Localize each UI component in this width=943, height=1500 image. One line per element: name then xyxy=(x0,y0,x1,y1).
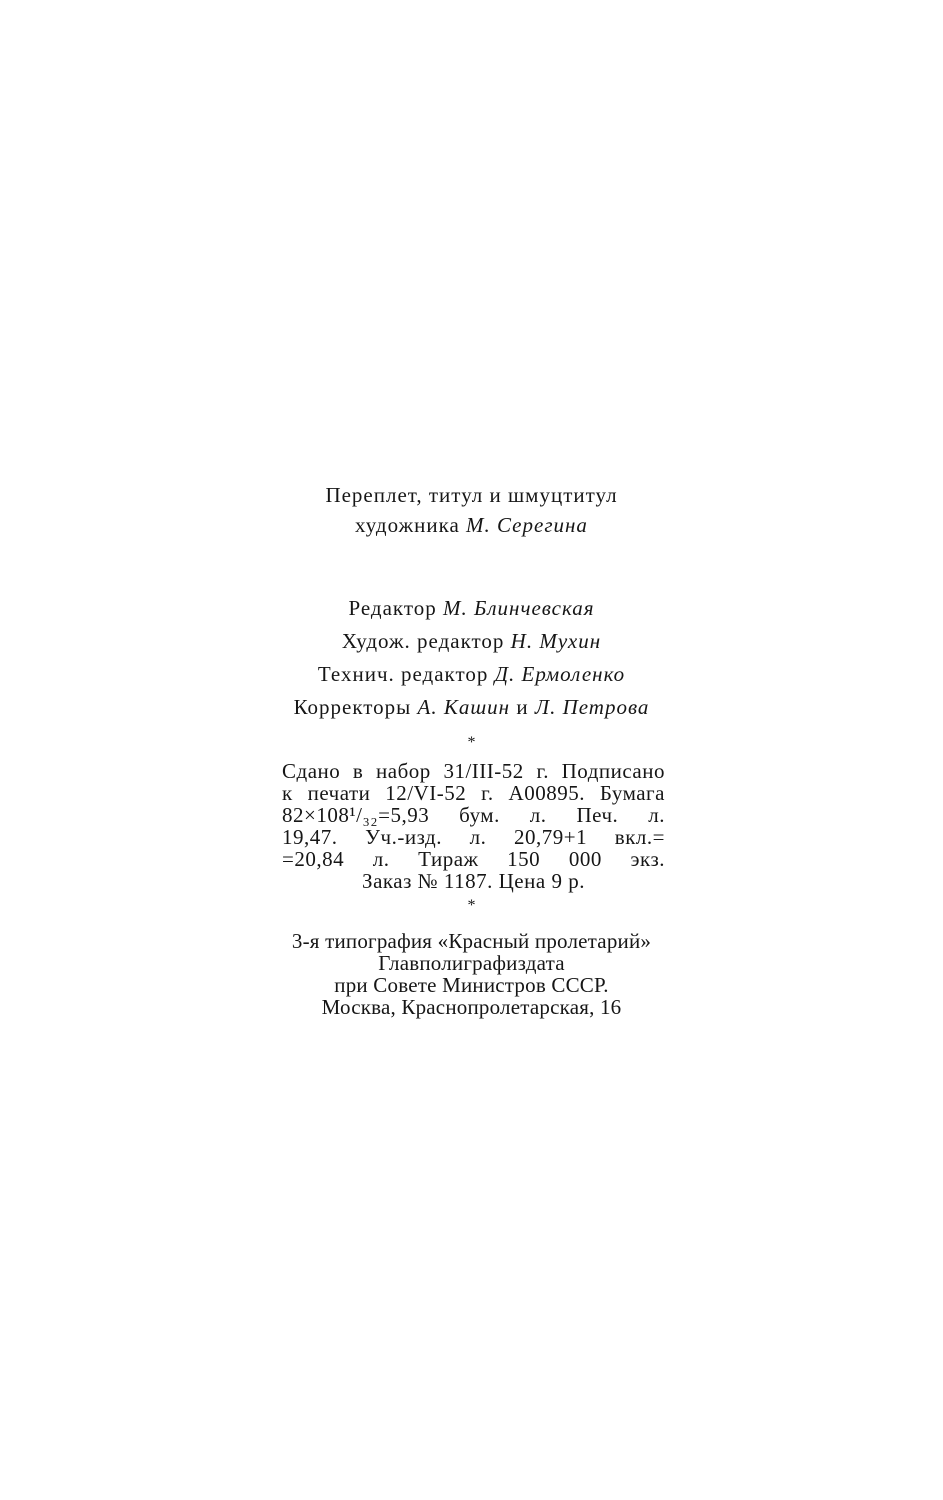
imprint-line: к печати 12/VI-52 г. А00895. Бумага xyxy=(282,781,665,805)
design-credits xyxy=(0,480,943,540)
separator-asterisk: * xyxy=(467,897,476,914)
imprint-block xyxy=(282,760,665,892)
printer-address-line: Москва, Краснопролетарская, 16 xyxy=(321,995,622,1019)
proofreaders-role: Корректоры xyxy=(293,695,412,719)
imprint-line: 82×108¹/₃₂=5,93 бум. л. Печ. л. xyxy=(282,803,665,827)
printer-line: Главполиграфиздата xyxy=(378,951,565,975)
artist-credit-line xyxy=(0,510,943,540)
art-editor-role: Худож. редактор xyxy=(341,629,505,653)
separator-asterisk: * xyxy=(467,734,476,751)
editors-list xyxy=(0,592,943,724)
editor-name: М. Блинчевская xyxy=(443,596,595,620)
printer-line: 3-я типография «Красный пролетарий» xyxy=(291,929,652,953)
proofreader-name-1: А. Кашин xyxy=(417,695,511,719)
imprint-line: =20,84 л. Тираж 150 000 экз. xyxy=(282,847,665,871)
art-editor-name: Н. Мухин xyxy=(510,629,602,653)
editor-role: Редактор xyxy=(348,596,437,620)
imprint-line: 19,47. Уч.-изд. л. 20,79+1 вкл.= xyxy=(282,825,665,849)
proofreader-name-2: Л. Петрова xyxy=(534,695,650,719)
binding-credit-line: Переплет, титул и шмуцтитул xyxy=(325,483,618,507)
editor-line xyxy=(0,592,943,625)
artist-prefix: художника xyxy=(355,513,460,537)
art-editor-line xyxy=(0,625,943,658)
imprint-order-line: Заказ № 1187. Цена 9 р. xyxy=(362,869,585,893)
artist-name: М. Серегина xyxy=(466,513,588,537)
proofreaders-conj: и xyxy=(516,695,529,719)
proofreaders-line xyxy=(0,691,943,724)
tech-editor-line xyxy=(0,658,943,691)
tech-editor-role: Технич. редактор xyxy=(317,662,489,686)
tech-editor-name: Д. Ермоленко xyxy=(494,662,626,686)
printer-line: при Совете Министров СССР. xyxy=(334,973,609,997)
printer-block xyxy=(0,930,943,1018)
imprint-line: Сдано в набор 31/III-52 г. Подписано xyxy=(282,759,665,783)
